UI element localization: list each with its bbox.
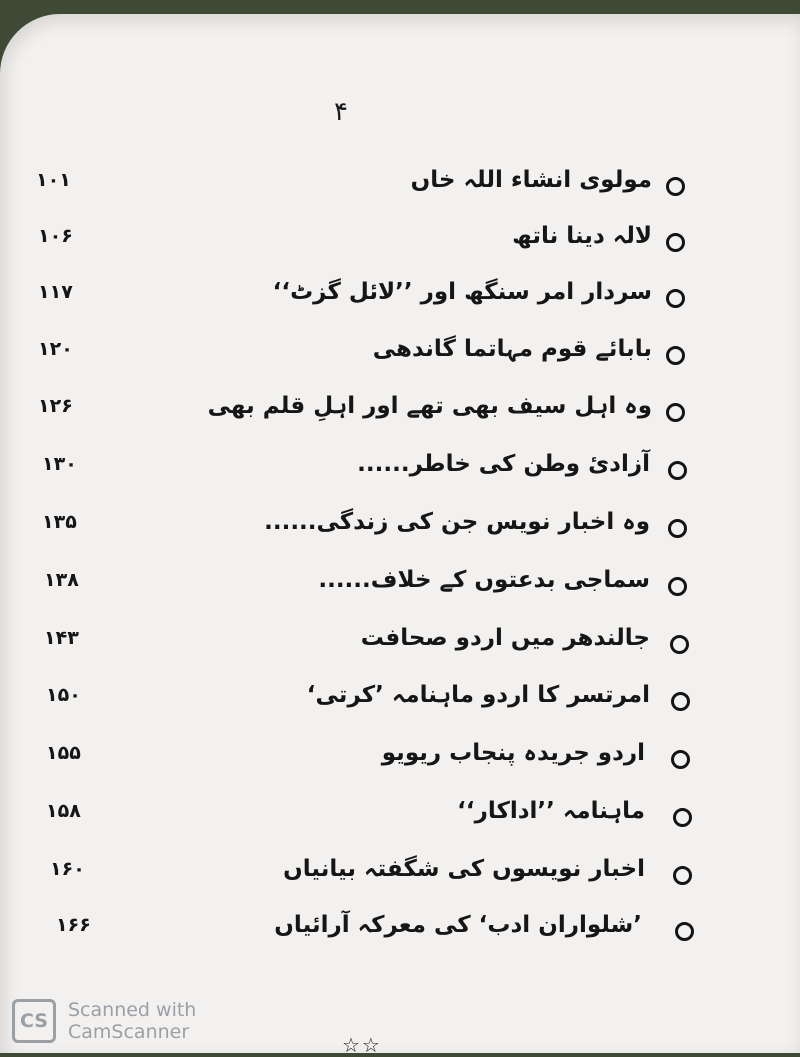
bullet-circle-icon bbox=[673, 808, 692, 827]
toc-entry-page-number: ۱۳۰ bbox=[42, 453, 77, 475]
bullet-circle-icon bbox=[671, 692, 690, 711]
toc-entry-page-number: ۱۲۰ bbox=[38, 338, 73, 360]
toc-entry bbox=[0, 852, 800, 908]
toc-entry-page-number: ۱۵۸ bbox=[46, 800, 81, 822]
bullet-circle-icon bbox=[671, 750, 690, 769]
toc-entry-title: جالندھر میں اردو صحافت bbox=[360, 625, 650, 651]
toc-entry bbox=[0, 621, 800, 677]
toc-entry bbox=[0, 275, 800, 331]
toc-entry bbox=[0, 908, 800, 964]
bullet-circle-icon bbox=[670, 635, 689, 654]
page-number: ۴ bbox=[334, 97, 348, 127]
bullet-circle-icon bbox=[666, 346, 685, 365]
toc-entry-title: وہ اہل سیف بھی تھے اور اہلِ قلم بھی bbox=[207, 393, 652, 419]
toc-entry-title: ’شلواران ادب‘ کی معرکہ آرائیاں bbox=[274, 912, 642, 938]
watermark-line-2: CamScanner bbox=[68, 1021, 190, 1043]
toc-entry-page-number: ۱۵۵ bbox=[46, 742, 81, 764]
toc-entry-title: امرتسر کا اردو ماہنامہ ’کرتی‘ bbox=[306, 682, 650, 708]
toc-entry bbox=[0, 332, 800, 388]
toc-entry-page-number: ۱۰۶ bbox=[38, 225, 73, 247]
toc-entry bbox=[0, 219, 800, 275]
toc-entry-page-number: ۱۶۰ bbox=[50, 858, 85, 880]
bullet-circle-icon bbox=[673, 866, 692, 885]
toc-entry-title: بابائے قوم مہاتما گاندھی bbox=[372, 336, 652, 362]
bullet-circle-icon bbox=[668, 461, 687, 480]
toc-entry-title: سماجی بدعتوں کے خلاف...... bbox=[318, 567, 650, 593]
toc-entry bbox=[0, 678, 800, 734]
toc-entry bbox=[0, 794, 800, 850]
footer-stars: ☆☆ bbox=[342, 1033, 382, 1057]
camscanner-watermark bbox=[8, 997, 228, 1049]
bullet-circle-icon bbox=[668, 519, 687, 538]
camscanner-logo: CS bbox=[12, 999, 56, 1043]
toc-entry bbox=[0, 163, 800, 219]
toc-entry bbox=[0, 505, 800, 561]
toc-entry bbox=[0, 563, 800, 619]
watermark-line-1: Scanned with bbox=[68, 999, 197, 1021]
bullet-circle-icon bbox=[668, 577, 687, 596]
toc-entry-title: مولوی انشاء اللہ خاں bbox=[410, 167, 652, 193]
bullet-circle-icon bbox=[666, 403, 685, 422]
toc-entry-title: وہ اخبار نویس جن کی زندگی...... bbox=[264, 509, 650, 535]
toc-entry-title: اردو جریدہ پنجاب ریویو bbox=[381, 740, 645, 766]
toc-entry-page-number: ۱۵۰ bbox=[46, 684, 81, 706]
toc-entry-title: اخبار نویسوں کی شگفتہ بیانیاں bbox=[283, 856, 645, 882]
bullet-circle-icon bbox=[675, 922, 694, 941]
toc-entry-page-number: ۱۲۶ bbox=[38, 395, 73, 417]
toc-entry-title: آزادیٔ وطن کی خاطر...... bbox=[357, 451, 650, 477]
bullet-circle-icon bbox=[666, 289, 685, 308]
bullet-circle-icon bbox=[666, 233, 685, 252]
toc-entry bbox=[0, 447, 800, 503]
toc-entry bbox=[0, 389, 800, 445]
toc-entry-title: سردار امر سنگھ اور ’’لائل گزٹ‘‘ bbox=[272, 279, 652, 305]
bullet-circle-icon bbox=[666, 177, 685, 196]
toc-entry-page-number: ۱۱۷ bbox=[38, 281, 73, 303]
toc-entry-title: لالہ دینا ناتھ bbox=[512, 223, 652, 249]
toc-entry-page-number: ۱۳۸ bbox=[44, 569, 79, 591]
toc-entry-page-number: ۱۶۶ bbox=[56, 914, 91, 936]
toc-entry-page-number: ۱۴۳ bbox=[44, 627, 79, 649]
toc-entry-page-number: ۱۰۱ bbox=[36, 169, 71, 191]
toc-entry-page-number: ۱۳۵ bbox=[42, 511, 77, 533]
toc-entry bbox=[0, 736, 800, 792]
toc-entry-title: ماہنامہ ’’اداکار‘‘ bbox=[457, 798, 645, 824]
